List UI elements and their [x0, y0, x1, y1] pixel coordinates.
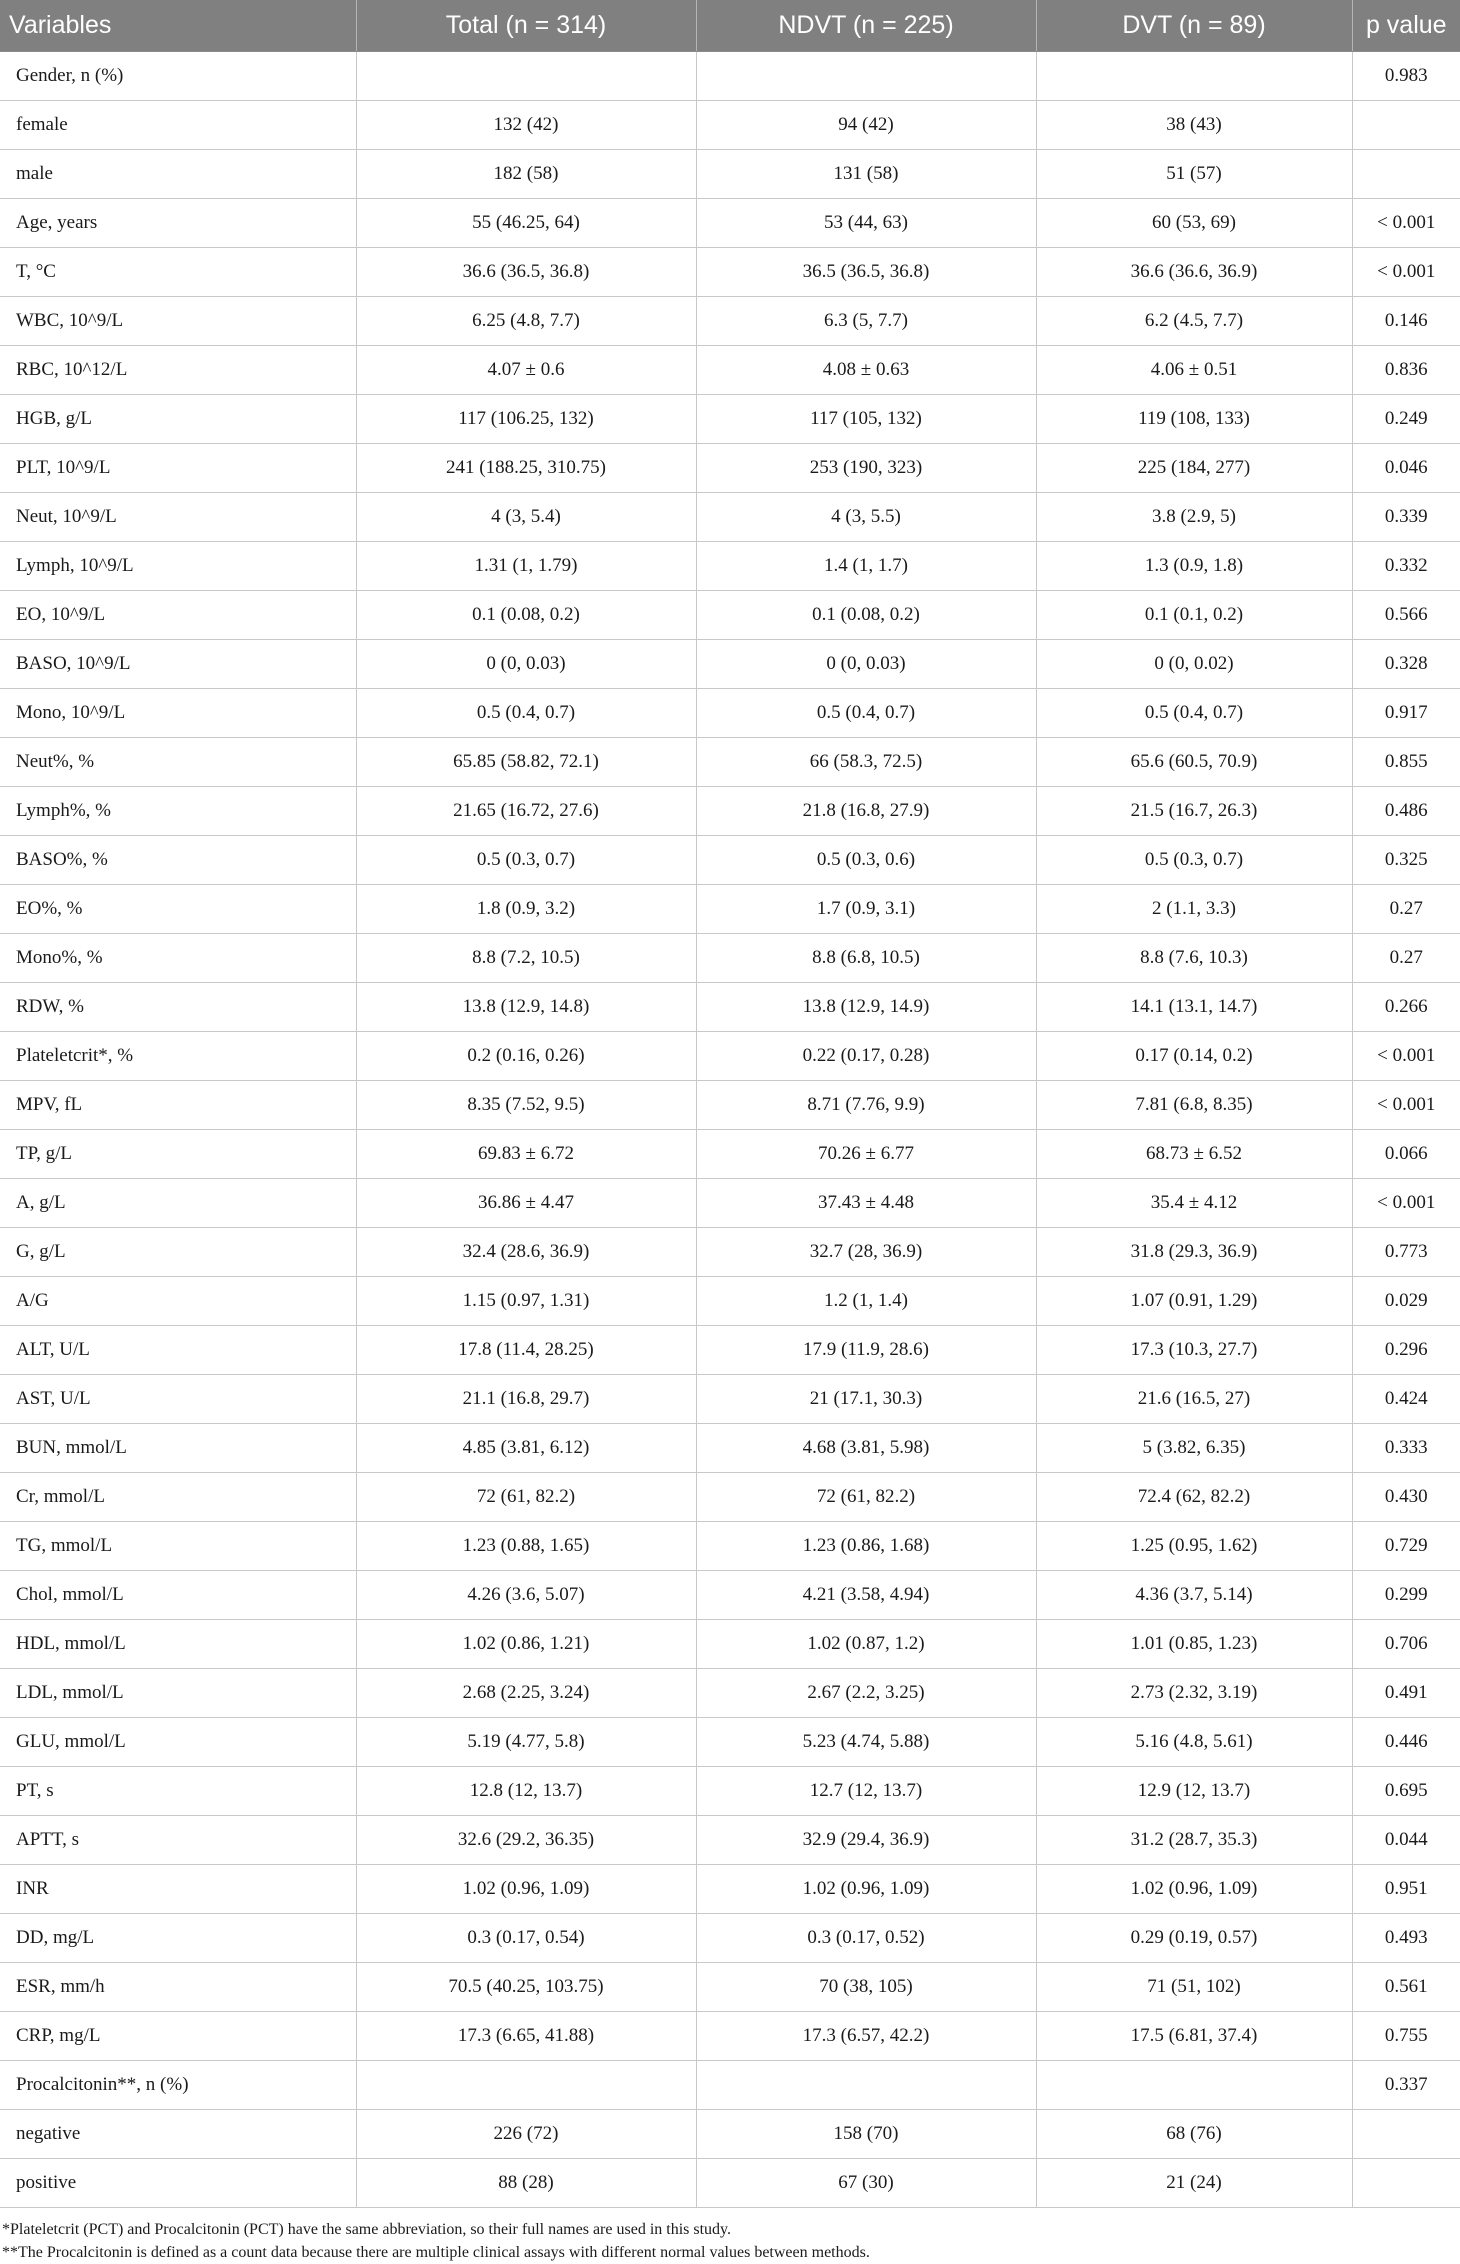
- cell-p-value: 0.044: [1352, 1816, 1460, 1865]
- cell-p-value: 0.332: [1352, 542, 1460, 591]
- cell-total: 0.5 (0.4, 0.7): [356, 689, 696, 738]
- cell-variable: male: [0, 150, 356, 199]
- cell-p-value: < 0.001: [1352, 1179, 1460, 1228]
- table-header: [0, 0, 1460, 52]
- cell-ndvt: 21.8 (16.8, 27.9): [696, 787, 1036, 836]
- cell-total: 117 (106.25, 132): [356, 395, 696, 444]
- table-row: [0, 248, 1460, 297]
- cell-ndvt: 117 (105, 132): [696, 395, 1036, 444]
- table-row: [0, 101, 1460, 150]
- cell-variable: APTT, s: [0, 1816, 356, 1865]
- cell-total: 69.83 ± 6.72: [356, 1130, 696, 1179]
- cell-ndvt: 131 (58): [696, 150, 1036, 199]
- cell-variable: Neut%, %: [0, 738, 356, 787]
- cell-variable: Gender, n (%): [0, 52, 356, 101]
- cell-p-value: 0.430: [1352, 1473, 1460, 1522]
- table-row: [0, 2159, 1460, 2208]
- table-row: [0, 738, 1460, 787]
- cell-ndvt: 0.5 (0.4, 0.7): [696, 689, 1036, 738]
- cell-p-value: 0.917: [1352, 689, 1460, 738]
- cell-ndvt: 1.4 (1, 1.7): [696, 542, 1036, 591]
- cell-ndvt: 8.8 (6.8, 10.5): [696, 934, 1036, 983]
- cell-dvt: 4.06 ± 0.51: [1036, 346, 1352, 395]
- cell-dvt: 17.5 (6.81, 37.4): [1036, 2012, 1352, 2061]
- table-row: [0, 787, 1460, 836]
- cell-total: 4.07 ± 0.6: [356, 346, 696, 395]
- header-variables: Variables: [0, 0, 356, 52]
- cell-p-value: 0.146: [1352, 297, 1460, 346]
- cell-dvt: 0.1 (0.1, 0.2): [1036, 591, 1352, 640]
- table-row: [0, 1179, 1460, 1228]
- cell-dvt: 5 (3.82, 6.35): [1036, 1424, 1352, 1473]
- cell-total: [356, 2061, 696, 2110]
- cell-p-value: 0.836: [1352, 346, 1460, 395]
- cell-p-value: 0.328: [1352, 640, 1460, 689]
- cell-variable: RDW, %: [0, 983, 356, 1032]
- cell-total: 1.02 (0.86, 1.21): [356, 1620, 696, 1669]
- table-row: [0, 150, 1460, 199]
- cell-ndvt: 6.3 (5, 7.7): [696, 297, 1036, 346]
- cell-total: 132 (42): [356, 101, 696, 150]
- cell-p-value: 0.266: [1352, 983, 1460, 1032]
- cell-ndvt: 4.08 ± 0.63: [696, 346, 1036, 395]
- cell-dvt: 7.81 (6.8, 8.35): [1036, 1081, 1352, 1130]
- cell-p-value: 0.27: [1352, 934, 1460, 983]
- cell-variable: Mono%, %: [0, 934, 356, 983]
- cell-dvt: 0.5 (0.3, 0.7): [1036, 836, 1352, 885]
- cell-variable: PT, s: [0, 1767, 356, 1816]
- header-dvt: DVT (n = 89): [1036, 0, 1352, 52]
- cell-variable: Chol, mmol/L: [0, 1571, 356, 1620]
- cell-dvt: 0 (0, 0.02): [1036, 640, 1352, 689]
- table-row: [0, 1228, 1460, 1277]
- cell-p-value: 0.729: [1352, 1522, 1460, 1571]
- cell-total: 8.8 (7.2, 10.5): [356, 934, 696, 983]
- cell-ndvt: 4.21 (3.58, 4.94): [696, 1571, 1036, 1620]
- cell-total: 0.5 (0.3, 0.7): [356, 836, 696, 885]
- cell-total: 4.85 (3.81, 6.12): [356, 1424, 696, 1473]
- cell-variable: EO, 10^9/L: [0, 591, 356, 640]
- cell-dvt: 5.16 (4.8, 5.61): [1036, 1718, 1352, 1767]
- cell-dvt: 3.8 (2.9, 5): [1036, 493, 1352, 542]
- cell-variable: PLT, 10^9/L: [0, 444, 356, 493]
- cell-variable: TP, g/L: [0, 1130, 356, 1179]
- cell-p-value: 0.486: [1352, 787, 1460, 836]
- cell-p-value: [1352, 101, 1460, 150]
- cell-ndvt: 70.26 ± 6.77: [696, 1130, 1036, 1179]
- cell-total: 1.23 (0.88, 1.65): [356, 1522, 696, 1571]
- header-row: [0, 0, 1460, 52]
- cell-p-value: 0.333: [1352, 1424, 1460, 1473]
- cell-ndvt: 1.02 (0.96, 1.09): [696, 1865, 1036, 1914]
- cell-dvt: 2.73 (2.32, 3.19): [1036, 1669, 1352, 1718]
- table-row: [0, 591, 1460, 640]
- cell-dvt: 12.9 (12, 13.7): [1036, 1767, 1352, 1816]
- cell-ndvt: 32.9 (29.4, 36.9): [696, 1816, 1036, 1865]
- cell-total: 1.02 (0.96, 1.09): [356, 1865, 696, 1914]
- cell-dvt: 14.1 (13.1, 14.7): [1036, 983, 1352, 1032]
- table-row: [0, 885, 1460, 934]
- cell-total: 72 (61, 82.2): [356, 1473, 696, 1522]
- cell-variable: EO%, %: [0, 885, 356, 934]
- cell-p-value: 0.695: [1352, 1767, 1460, 1816]
- cell-total: 12.8 (12, 13.7): [356, 1767, 696, 1816]
- cell-ndvt: 4 (3, 5.5): [696, 493, 1036, 542]
- cell-p-value: 0.446: [1352, 1718, 1460, 1767]
- cell-variable: BASO%, %: [0, 836, 356, 885]
- cell-p-value: 0.296: [1352, 1326, 1460, 1375]
- cell-ndvt: 70 (38, 105): [696, 1963, 1036, 2012]
- cell-p-value: [1352, 2159, 1460, 2208]
- cell-dvt: 0.5 (0.4, 0.7): [1036, 689, 1352, 738]
- cell-p-value: < 0.001: [1352, 199, 1460, 248]
- cell-total: 21.65 (16.72, 27.6): [356, 787, 696, 836]
- cell-ndvt: 1.23 (0.86, 1.68): [696, 1522, 1036, 1571]
- cell-p-value: 0.27: [1352, 885, 1460, 934]
- table-row: [0, 444, 1460, 493]
- cell-variable: AST, U/L: [0, 1375, 356, 1424]
- cell-ndvt: 0.3 (0.17, 0.52): [696, 1914, 1036, 1963]
- cell-ndvt: 37.43 ± 4.48: [696, 1179, 1036, 1228]
- cell-variable: positive: [0, 2159, 356, 2208]
- table-row: [0, 395, 1460, 444]
- cell-variable: DD, mg/L: [0, 1914, 356, 1963]
- cell-total: 36.6 (36.5, 36.8): [356, 248, 696, 297]
- table-row: [0, 640, 1460, 689]
- cell-dvt: 225 (184, 277): [1036, 444, 1352, 493]
- cell-variable: GLU, mmol/L: [0, 1718, 356, 1767]
- cell-ndvt: 94 (42): [696, 101, 1036, 150]
- cell-dvt: 1.25 (0.95, 1.62): [1036, 1522, 1352, 1571]
- table-row: [0, 836, 1460, 885]
- cell-variable: A, g/L: [0, 1179, 356, 1228]
- cell-total: 1.15 (0.97, 1.31): [356, 1277, 696, 1326]
- cell-dvt: 68 (76): [1036, 2110, 1352, 2159]
- cell-ndvt: 13.8 (12.9, 14.9): [696, 983, 1036, 1032]
- cell-dvt: 0.17 (0.14, 0.2): [1036, 1032, 1352, 1081]
- cell-p-value: 0.951: [1352, 1865, 1460, 1914]
- cell-variable: T, °C: [0, 248, 356, 297]
- cell-ndvt: 0.22 (0.17, 0.28): [696, 1032, 1036, 1081]
- cell-dvt: 1.01 (0.85, 1.23): [1036, 1620, 1352, 1669]
- cell-total: 5.19 (4.77, 5.8): [356, 1718, 696, 1767]
- cell-ndvt: 1.7 (0.9, 3.1): [696, 885, 1036, 934]
- cell-dvt: [1036, 2061, 1352, 2110]
- cell-p-value: 0.424: [1352, 1375, 1460, 1424]
- cell-total: 70.5 (40.25, 103.75): [356, 1963, 696, 2012]
- table-row: [0, 1914, 1460, 1963]
- table-row: [0, 199, 1460, 248]
- table-row: [0, 689, 1460, 738]
- table-row: [0, 1081, 1460, 1130]
- cell-total: 88 (28): [356, 2159, 696, 2208]
- cell-ndvt: 158 (70): [696, 2110, 1036, 2159]
- cell-p-value: 0.493: [1352, 1914, 1460, 1963]
- cell-variable: RBC, 10^12/L: [0, 346, 356, 395]
- cell-p-value: < 0.001: [1352, 248, 1460, 297]
- cell-dvt: 71 (51, 102): [1036, 1963, 1352, 2012]
- cell-ndvt: 12.7 (12, 13.7): [696, 1767, 1036, 1816]
- cell-total: 36.86 ± 4.47: [356, 1179, 696, 1228]
- cell-dvt: 38 (43): [1036, 101, 1352, 150]
- cell-dvt: 1.02 (0.96, 1.09): [1036, 1865, 1352, 1914]
- cell-total: 0.2 (0.16, 0.26): [356, 1032, 696, 1081]
- cell-ndvt: 72 (61, 82.2): [696, 1473, 1036, 1522]
- header-total: Total (n = 314): [356, 0, 696, 52]
- table-row: [0, 1620, 1460, 1669]
- cell-ndvt: [696, 52, 1036, 101]
- table-row: [0, 983, 1460, 1032]
- cell-p-value: 0.337: [1352, 2061, 1460, 2110]
- cell-p-value: 0.029: [1352, 1277, 1460, 1326]
- cell-variable: Neut, 10^9/L: [0, 493, 356, 542]
- cell-p-value: 0.299: [1352, 1571, 1460, 1620]
- cell-total: 21.1 (16.8, 29.7): [356, 1375, 696, 1424]
- table-body: [0, 52, 1460, 2208]
- cell-ndvt: 0 (0, 0.03): [696, 640, 1036, 689]
- cell-variable: CRP, mg/L: [0, 2012, 356, 2061]
- cell-variable: LDL, mmol/L: [0, 1669, 356, 1718]
- cell-total: 6.25 (4.8, 7.7): [356, 297, 696, 346]
- cell-p-value: [1352, 2110, 1460, 2159]
- cell-total: 4 (3, 5.4): [356, 493, 696, 542]
- cell-variable: WBC, 10^9/L: [0, 297, 356, 346]
- cell-dvt: 119 (108, 133): [1036, 395, 1352, 444]
- cell-ndvt: 67 (30): [696, 2159, 1036, 2208]
- table-row: [0, 493, 1460, 542]
- cell-dvt: 1.3 (0.9, 1.8): [1036, 542, 1352, 591]
- cell-total: 241 (188.25, 310.75): [356, 444, 696, 493]
- cell-ndvt: 1.2 (1, 1.4): [696, 1277, 1036, 1326]
- cell-total: 8.35 (7.52, 9.5): [356, 1081, 696, 1130]
- cell-p-value: 0.249: [1352, 395, 1460, 444]
- cell-p-value: < 0.001: [1352, 1081, 1460, 1130]
- cell-total: 4.26 (3.6, 5.07): [356, 1571, 696, 1620]
- table-row: [0, 934, 1460, 983]
- cell-total: 0.1 (0.08, 0.2): [356, 591, 696, 640]
- cell-total: 17.3 (6.65, 41.88): [356, 2012, 696, 2061]
- cell-total: 32.4 (28.6, 36.9): [356, 1228, 696, 1277]
- cell-ndvt: 53 (44, 63): [696, 199, 1036, 248]
- cell-dvt: 60 (53, 69): [1036, 199, 1352, 248]
- cell-total: 65.85 (58.82, 72.1): [356, 738, 696, 787]
- cell-ndvt: 36.5 (36.5, 36.8): [696, 248, 1036, 297]
- cell-dvt: 51 (57): [1036, 150, 1352, 199]
- header-p-value: p value: [1352, 0, 1460, 52]
- cell-ndvt: 66 (58.3, 72.5): [696, 738, 1036, 787]
- cell-total: 1.31 (1, 1.79): [356, 542, 696, 591]
- table-row: [0, 346, 1460, 395]
- table-row: [0, 1032, 1460, 1081]
- cell-ndvt: [696, 2061, 1036, 2110]
- cell-dvt: 21.6 (16.5, 27): [1036, 1375, 1352, 1424]
- cell-ndvt: 5.23 (4.74, 5.88): [696, 1718, 1036, 1767]
- cell-variable: TG, mmol/L: [0, 1522, 356, 1571]
- cell-ndvt: 32.7 (28, 36.9): [696, 1228, 1036, 1277]
- cell-variable: Lymph, 10^9/L: [0, 542, 356, 591]
- cell-dvt: 8.8 (7.6, 10.3): [1036, 934, 1352, 983]
- cell-p-value: [1352, 150, 1460, 199]
- cell-ndvt: 21 (17.1, 30.3): [696, 1375, 1036, 1424]
- cell-p-value: < 0.001: [1352, 1032, 1460, 1081]
- cell-dvt: 65.6 (60.5, 70.9): [1036, 738, 1352, 787]
- cell-p-value: 0.706: [1352, 1620, 1460, 1669]
- cell-dvt: 21 (24): [1036, 2159, 1352, 2208]
- cell-total: 0.3 (0.17, 0.54): [356, 1914, 696, 1963]
- cell-variable: Cr, mmol/L: [0, 1473, 356, 1522]
- cell-total: 1.8 (0.9, 3.2): [356, 885, 696, 934]
- cell-variable: Age, years: [0, 199, 356, 248]
- cell-variable: Mono, 10^9/L: [0, 689, 356, 738]
- cell-total: [356, 52, 696, 101]
- cell-p-value: 0.339: [1352, 493, 1460, 542]
- table-row: [0, 1767, 1460, 1816]
- cell-dvt: 72.4 (62, 82.2): [1036, 1473, 1352, 1522]
- cell-p-value: 0.566: [1352, 591, 1460, 640]
- cell-total: 226 (72): [356, 2110, 696, 2159]
- cell-total: 182 (58): [356, 150, 696, 199]
- cell-total: 32.6 (29.2, 36.35): [356, 1816, 696, 1865]
- table-row: [0, 1963, 1460, 2012]
- cell-ndvt: 17.3 (6.57, 42.2): [696, 2012, 1036, 2061]
- cell-p-value: 0.046: [1352, 444, 1460, 493]
- cell-p-value: 0.855: [1352, 738, 1460, 787]
- table-row: [0, 542, 1460, 591]
- table-row: [0, 1816, 1460, 1865]
- table-row: [0, 1522, 1460, 1571]
- cell-ndvt: 8.71 (7.76, 9.9): [696, 1081, 1036, 1130]
- cell-variable: Plateletcrit*, %: [0, 1032, 356, 1081]
- table-row: [0, 1375, 1460, 1424]
- header-ndvt: NDVT (n = 225): [696, 0, 1036, 52]
- table-row: [0, 2012, 1460, 2061]
- cell-dvt: 31.2 (28.7, 35.3): [1036, 1816, 1352, 1865]
- table-row: [0, 1130, 1460, 1179]
- cell-p-value: 0.773: [1352, 1228, 1460, 1277]
- cell-dvt: 21.5 (16.7, 26.3): [1036, 787, 1352, 836]
- cell-dvt: 36.6 (36.6, 36.9): [1036, 248, 1352, 297]
- cell-dvt: 6.2 (4.5, 7.7): [1036, 297, 1352, 346]
- cell-total: 13.8 (12.9, 14.8): [356, 983, 696, 1032]
- cell-variable: MPV, fL: [0, 1081, 356, 1130]
- cell-dvt: 4.36 (3.7, 5.14): [1036, 1571, 1352, 1620]
- table-row: [0, 2061, 1460, 2110]
- cell-total: 17.8 (11.4, 28.25): [356, 1326, 696, 1375]
- footnote-procalcitonin: **The Procalcitonin is defined as a count data because there are multiple clinical assays with different normal values between methods.: [2, 2244, 870, 2261]
- cell-p-value: 0.325: [1352, 836, 1460, 885]
- table-row: [0, 1669, 1460, 1718]
- cell-dvt: [1036, 52, 1352, 101]
- cell-total: 0 (0, 0.03): [356, 640, 696, 689]
- cell-p-value: 0.755: [1352, 2012, 1460, 2061]
- table-row: [0, 1718, 1460, 1767]
- cell-variable: HGB, g/L: [0, 395, 356, 444]
- cell-dvt: 2 (1.1, 3.3): [1036, 885, 1352, 934]
- cell-variable: A/G: [0, 1277, 356, 1326]
- table-row: [0, 1277, 1460, 1326]
- cell-variable: INR: [0, 1865, 356, 1914]
- footnote-plateletcrit: *Plateletcrit (PCT) and Procalcitonin (PCT) have the same abbreviation, so their full names are used in this study.: [2, 2221, 732, 2238]
- cell-ndvt: 17.9 (11.9, 28.6): [696, 1326, 1036, 1375]
- table-row: [0, 1571, 1460, 1620]
- table-row: [0, 1326, 1460, 1375]
- cell-variable: ALT, U/L: [0, 1326, 356, 1375]
- cell-total: 2.68 (2.25, 3.24): [356, 1669, 696, 1718]
- cell-variable: BUN, mmol/L: [0, 1424, 356, 1473]
- cell-ndvt: 253 (190, 323): [696, 444, 1036, 493]
- cell-variable: HDL, mmol/L: [0, 1620, 356, 1669]
- table-row: [0, 1424, 1460, 1473]
- cell-ndvt: 2.67 (2.2, 3.25): [696, 1669, 1036, 1718]
- cell-ndvt: 0.5 (0.3, 0.6): [696, 836, 1036, 885]
- cell-ndvt: 1.02 (0.87, 1.2): [696, 1620, 1036, 1669]
- cell-dvt: 68.73 ± 6.52: [1036, 1130, 1352, 1179]
- cell-dvt: 35.4 ± 4.12: [1036, 1179, 1352, 1228]
- cell-dvt: 17.3 (10.3, 27.7): [1036, 1326, 1352, 1375]
- cell-variable: G, g/L: [0, 1228, 356, 1277]
- cell-variable: BASO, 10^9/L: [0, 640, 356, 689]
- cell-variable: ESR, mm/h: [0, 1963, 356, 2012]
- cell-total: 55 (46.25, 64): [356, 199, 696, 248]
- cell-dvt: 31.8 (29.3, 36.9): [1036, 1228, 1352, 1277]
- table-row: [0, 52, 1460, 101]
- cell-ndvt: 4.68 (3.81, 5.98): [696, 1424, 1036, 1473]
- cell-p-value: 0.983: [1352, 52, 1460, 101]
- cell-ndvt: 0.1 (0.08, 0.2): [696, 591, 1036, 640]
- cell-p-value: 0.561: [1352, 1963, 1460, 2012]
- cell-variable: Lymph%, %: [0, 787, 356, 836]
- cell-variable: female: [0, 101, 356, 150]
- table-row: [0, 1865, 1460, 1914]
- table-row: [0, 2110, 1460, 2159]
- cell-p-value: 0.491: [1352, 1669, 1460, 1718]
- cell-variable: Procalcitonin**, n (%): [0, 2061, 356, 2110]
- cell-p-value: 0.066: [1352, 1130, 1460, 1179]
- cell-dvt: 0.29 (0.19, 0.57): [1036, 1914, 1352, 1963]
- cell-dvt: 1.07 (0.91, 1.29): [1036, 1277, 1352, 1326]
- table-row: [0, 297, 1460, 346]
- table-row: [0, 1473, 1460, 1522]
- cell-variable: negative: [0, 2110, 356, 2159]
